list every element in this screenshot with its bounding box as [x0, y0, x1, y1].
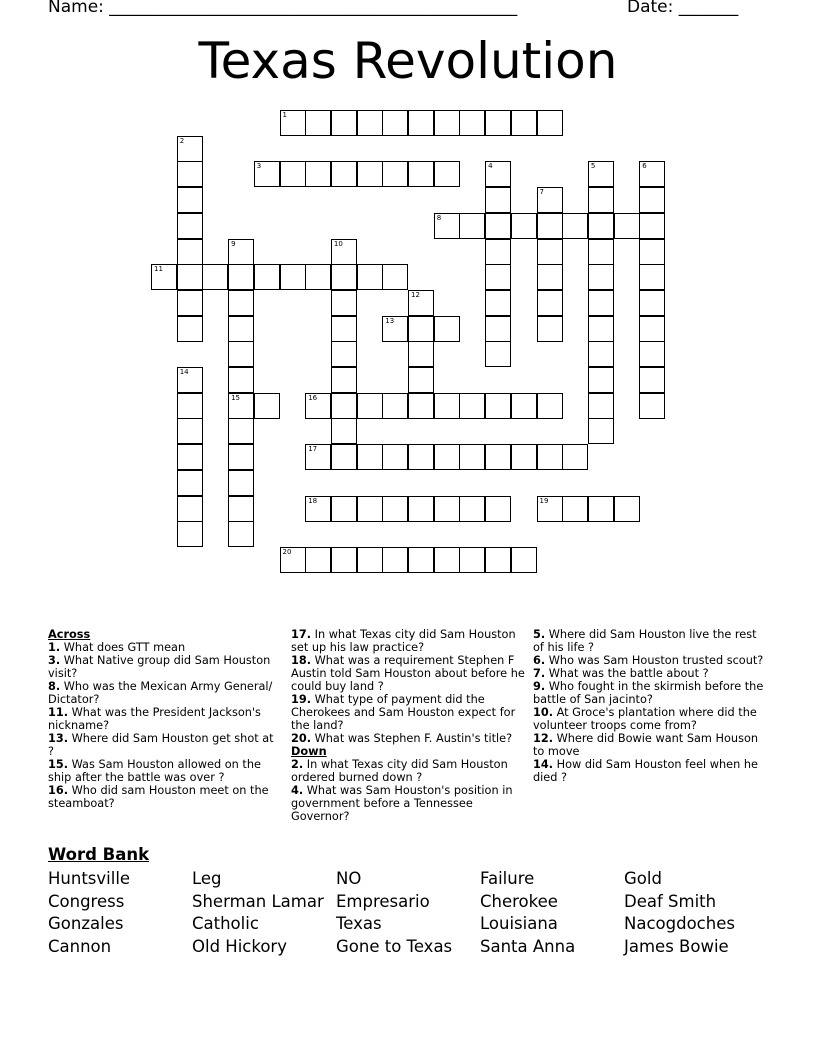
crossword-cell[interactable] [639, 161, 665, 187]
crossword-cell[interactable] [331, 547, 357, 573]
across-clue [48, 784, 280, 810]
crossword-cell[interactable] [588, 213, 614, 239]
across-clue [48, 706, 280, 732]
crossword-cell[interactable] [382, 110, 408, 136]
crossword-cell[interactable] [305, 110, 331, 136]
down-clue [533, 706, 765, 732]
clue-text: Who was the Mexican Army General/ Dictator? [48, 680, 273, 706]
crossword-cell[interactable] [639, 393, 665, 419]
crossword-cell[interactable] [228, 418, 254, 444]
date-field-line: Date: _______ [627, 0, 739, 17]
clue-number: 10 [333, 239, 343, 248]
crossword-cell[interactable] [228, 367, 254, 393]
crossword-cell[interactable] [639, 316, 665, 342]
clue-number: 13 [385, 316, 395, 325]
crossword-cell[interactable] [228, 239, 254, 265]
clue-text: What was Sam Houston's position in government before a Tennessee Governor? [291, 784, 513, 823]
crossword-cell[interactable] [434, 547, 460, 573]
crossword-cell[interactable] [588, 393, 614, 419]
clue-number: 9. [533, 680, 546, 693]
crossword-cell[interactable] [537, 290, 563, 316]
crossword-cell[interactable] [434, 393, 460, 419]
name-field-line: Name: ________________________________________________ [48, 0, 518, 17]
clue-number: 16 [308, 393, 318, 402]
clue-number: 3. [48, 654, 61, 667]
crossword-cell[interactable] [177, 264, 203, 290]
crossword-cell[interactable] [331, 341, 357, 367]
crossword-cell[interactable] [639, 239, 665, 265]
across-clue [291, 628, 527, 654]
word-bank-item: Cannon [48, 936, 112, 956]
crossword-cell[interactable] [588, 316, 614, 342]
clue-number: 15 [231, 393, 241, 402]
crossword-cell[interactable] [177, 136, 203, 162]
clue-number: 2. [291, 758, 304, 771]
crossword-cell[interactable] [331, 367, 357, 393]
crossword-cell[interactable] [305, 496, 331, 522]
crossword-cell[interactable] [408, 547, 434, 573]
clue-number: 6 [642, 162, 647, 171]
word-bank-item: Failure [480, 869, 535, 888]
crossword-cell[interactable] [305, 547, 331, 573]
clue-number: 17. [291, 628, 312, 641]
crossword-cell[interactable] [434, 316, 460, 342]
crossword-cell[interactable] [177, 187, 203, 213]
puzzle-title: Texas Revolution [198, 32, 618, 90]
crossword-cell[interactable] [305, 161, 331, 187]
clue-text: What was a requirement Stephen F Austin told Sam Houston about before he could buy land ? [291, 654, 525, 693]
crossword-cell[interactable] [537, 316, 563, 342]
down-clue-list-continued [533, 628, 765, 784]
crossword-cell[interactable] [459, 110, 485, 136]
crossword-cell[interactable] [459, 444, 485, 470]
clue-number: 15. [48, 758, 69, 771]
clue-text: Who did sam Houston meet on the steamboat? [48, 784, 269, 810]
crossword-cell[interactable] [228, 290, 254, 316]
word-bank-item: NO [336, 869, 362, 888]
crossword-cell[interactable] [177, 290, 203, 316]
word-bank-item: Santa Anna [480, 936, 576, 956]
crossword-cell[interactable] [408, 316, 434, 342]
crossword-cell[interactable] [459, 393, 485, 419]
crossword-cell[interactable] [639, 290, 665, 316]
crossword-cell[interactable] [639, 367, 665, 393]
word-bank-item: Deaf Smith [624, 891, 717, 911]
crossword-cell[interactable] [280, 110, 306, 136]
clue-number: 19 [539, 496, 549, 505]
crossword-cell[interactable] [588, 239, 614, 265]
crossword-cell[interactable] [357, 393, 383, 419]
crossword-cell[interactable] [537, 393, 563, 419]
word-bank-item: James Bowie [624, 936, 729, 956]
crossword-cell[interactable] [511, 547, 537, 573]
clue-number: 4 [488, 162, 493, 171]
clue-number: 3 [256, 162, 262, 171]
down-heading: Down [291, 745, 327, 758]
clue-text: Who was Sam Houston trusted scout? [545, 654, 764, 667]
crossword-cell[interactable] [434, 213, 460, 239]
crossword-cell[interactable] [562, 213, 588, 239]
crossword-cell[interactable] [228, 521, 254, 547]
crossword-cell[interactable] [382, 393, 408, 419]
crossword-cell[interactable] [228, 341, 254, 367]
word-bank-item: Gold [624, 869, 662, 888]
across-clue [48, 680, 280, 706]
crossword-cell[interactable] [562, 496, 588, 522]
word-bank [48, 868, 768, 958]
clues-column-3 [533, 628, 765, 784]
crossword-cell[interactable] [485, 110, 511, 136]
clue-number: 8 [436, 213, 442, 222]
clue-number: 7 [539, 188, 544, 197]
crossword-cell[interactable] [511, 444, 537, 470]
crossword-cell[interactable] [382, 264, 408, 290]
crossword-cell[interactable] [177, 316, 203, 342]
crossword-cell[interactable] [331, 110, 357, 136]
clue-number: 18. [291, 654, 312, 667]
clue-text: How did Sam Houston feel when he died ? [533, 758, 758, 784]
crossword-cell[interactable] [485, 341, 511, 367]
clue-number: 12 [411, 290, 420, 299]
crossword-cell[interactable] [382, 161, 408, 187]
crossword-cell[interactable] [177, 239, 203, 265]
crossword-cell[interactable] [408, 341, 434, 367]
crossword-cell[interactable] [177, 418, 203, 444]
crossword-cell[interactable] [331, 264, 357, 290]
clue-text: What was the President Jackson's nickname? [48, 706, 261, 732]
crossword-cell[interactable] [357, 444, 383, 470]
word-bank-item: Nacogdoches [624, 914, 735, 934]
crossword-cell[interactable] [537, 110, 563, 136]
down-clue [533, 758, 765, 784]
clue-number: 14. [533, 758, 554, 771]
down-clue [533, 628, 765, 654]
crossword-cell[interactable] [177, 470, 203, 496]
across-heading: Across [48, 628, 91, 641]
crossword-cell[interactable] [331, 290, 357, 316]
crossword-cell[interactable] [588, 264, 614, 290]
crossword-cell[interactable] [408, 161, 434, 187]
crossword-cell[interactable] [280, 264, 306, 290]
clue-text: What Native group did Sam Houston visit? [48, 654, 271, 680]
crossword-cell[interactable] [639, 187, 665, 213]
crossword-cell[interactable] [331, 239, 357, 265]
clue-number: 17 [308, 445, 318, 454]
crossword-cell[interactable] [537, 187, 563, 213]
clue-number: 20. [291, 732, 312, 745]
clue-text: In what Texas city did Sam Houston ordered burned down ? [291, 758, 508, 784]
crossword-cell[interactable] [177, 367, 203, 393]
crossword-cell[interactable] [228, 470, 254, 496]
across-clue [48, 641, 280, 654]
crossword-cell[interactable] [537, 496, 563, 522]
down-clue [533, 732, 765, 758]
crossword-cell[interactable] [202, 264, 228, 290]
word-bank-heading: Word Bank [48, 845, 150, 864]
crossword-cell[interactable] [485, 393, 511, 419]
crossword-cell[interactable] [485, 187, 511, 213]
crossword-cell[interactable] [537, 213, 563, 239]
crossword-cell[interactable] [511, 213, 537, 239]
down-clue [533, 667, 765, 680]
crossword-cell[interactable] [511, 393, 537, 419]
clue-text: In what Texas city did Sam Houston set up his law practice? [291, 628, 516, 654]
crossword-cell[interactable] [485, 496, 511, 522]
crossword-cell[interactable] [485, 213, 511, 239]
crossword-cell[interactable] [485, 264, 511, 290]
clue-number: 9 [231, 239, 236, 248]
crossword-cell[interactable] [588, 161, 614, 187]
across-clue-list [48, 641, 280, 810]
crossword-cell[interactable] [305, 444, 331, 470]
crossword-cell[interactable] [177, 496, 203, 522]
clue-number: 20 [282, 547, 292, 556]
crossword-cell[interactable] [614, 496, 640, 522]
crossword-cell[interactable] [434, 444, 460, 470]
clue-number: 4. [291, 784, 304, 797]
crossword-cell[interactable] [254, 161, 280, 187]
clue-text: What was the battle about ? [545, 667, 709, 680]
across-clue [48, 732, 280, 758]
clue-number: 1. [48, 641, 61, 654]
clue-number: 1 [282, 111, 287, 119]
crossword-cell[interactable] [434, 496, 460, 522]
crossword-cell[interactable] [357, 547, 383, 573]
down-clue [291, 758, 527, 784]
crossword-cell[interactable] [588, 496, 614, 522]
clue-number: 19. [291, 693, 312, 706]
clue-number: 8. [48, 680, 61, 693]
crossword-cell[interactable] [485, 290, 511, 316]
crossword-cell[interactable] [485, 239, 511, 265]
word-bank-item: Gone to Texas [336, 936, 453, 956]
crossword-cell[interactable] [331, 161, 357, 187]
crossword-cell[interactable] [305, 393, 331, 419]
clue-text: What does GTT mean [60, 641, 186, 654]
clue-text: Where did Sam Houston live the rest of his life ? [533, 628, 757, 654]
crossword-cell[interactable] [177, 161, 203, 187]
crossword-cell[interactable] [331, 496, 357, 522]
crossword-cell[interactable] [177, 213, 203, 239]
crossword-cell[interactable] [331, 444, 357, 470]
crossword-cell[interactable] [408, 367, 434, 393]
crossword-cell[interactable] [254, 393, 280, 419]
crossword-cell[interactable] [537, 444, 563, 470]
crossword-cell[interactable] [331, 316, 357, 342]
clue-text: What was Stephen F. Austin's title? [311, 732, 513, 745]
crossword-cell[interactable] [228, 393, 254, 419]
across-clue [291, 693, 527, 732]
crossword-cell[interactable] [280, 161, 306, 187]
crossword-cell[interactable] [228, 316, 254, 342]
crossword-cell[interactable] [588, 367, 614, 393]
across-clue [48, 654, 280, 680]
crossword-cell[interactable] [357, 110, 383, 136]
across-clue [48, 758, 280, 784]
crossword-cell[interactable] [228, 496, 254, 522]
crossword-cell[interactable] [485, 547, 511, 573]
crossword-cell[interactable] [588, 341, 614, 367]
clue-number: 12. [533, 732, 554, 745]
clues-column-2 [291, 628, 527, 823]
crossword-cell[interactable] [434, 161, 460, 187]
word-bank-item: Gonzales [48, 914, 124, 934]
clue-text: What type of payment did the Cherokees and Sam Houston expect for the land? [291, 693, 516, 732]
crossword-cell[interactable] [382, 316, 408, 342]
clue-number: 7. [533, 667, 546, 680]
clue-text: At Groce's plantation where did the volunteer troops come from? [533, 706, 757, 732]
clue-number: 13. [48, 732, 69, 745]
crossword-cell[interactable] [459, 213, 485, 239]
clue-number: 6. [533, 654, 546, 667]
clues-column-1 [48, 628, 280, 810]
crossword-cell[interactable] [305, 264, 331, 290]
clue-number: 5. [533, 628, 546, 641]
crossword-cell[interactable] [639, 213, 665, 239]
across-clue-list-continued [291, 628, 527, 745]
crossword-cell[interactable] [537, 239, 563, 265]
crossword-cell[interactable] [485, 316, 511, 342]
crossword-cell[interactable] [408, 496, 434, 522]
clue-number: 2 [179, 136, 185, 145]
crossword-cell[interactable] [228, 264, 254, 290]
word-bank-item: Cherokee [480, 891, 558, 911]
word-bank-item: Sherman Lamar [192, 891, 324, 911]
crossword-cell[interactable] [408, 444, 434, 470]
crossword-cell[interactable] [588, 418, 614, 444]
down-clue [533, 654, 765, 667]
clue-number: 14 [179, 368, 189, 376]
across-clue [291, 732, 527, 745]
crossword-cell[interactable] [408, 110, 434, 136]
crossword-cell[interactable] [177, 521, 203, 547]
crossword-cell[interactable] [537, 264, 563, 290]
crossword-cell[interactable] [459, 496, 485, 522]
clue-number: 11. [48, 706, 69, 719]
crossword-cell[interactable] [485, 444, 511, 470]
crossword-cell[interactable] [639, 264, 665, 290]
crossword-cell[interactable] [151, 264, 177, 290]
crossword-cell[interactable] [485, 161, 511, 187]
crossword-cell[interactable] [562, 444, 588, 470]
crossword-cell[interactable] [382, 547, 408, 573]
crossword-cell[interactable] [382, 444, 408, 470]
crossword-cell[interactable] [228, 444, 254, 470]
crossword-cell[interactable] [408, 290, 434, 316]
crossword-cell[interactable] [357, 496, 383, 522]
crossword-cell[interactable] [280, 547, 306, 573]
clue-number: 5 [590, 162, 596, 171]
across-clue [291, 654, 527, 693]
clue-number: 16. [48, 784, 69, 797]
crossword-cell[interactable] [177, 393, 203, 419]
crossword-cell[interactable] [331, 418, 357, 444]
crossword-cell[interactable] [588, 187, 614, 213]
crossword-cell[interactable] [588, 290, 614, 316]
crossword-cell[interactable] [357, 161, 383, 187]
down-clue [533, 680, 765, 706]
crossword-cell[interactable] [382, 496, 408, 522]
word-bank-item: Congress [48, 891, 125, 911]
crossword-cell[interactable] [177, 444, 203, 470]
word-bank-item: Leg [192, 869, 222, 888]
clue-number: 10. [533, 706, 554, 719]
word-bank-item: Louisiana [480, 914, 558, 934]
crossword-cell[interactable] [614, 213, 640, 239]
crossword-cell[interactable] [331, 393, 357, 419]
word-bank-item: Old Hickory [192, 936, 287, 956]
word-bank-item: Texas [336, 914, 382, 934]
crossword-cell[interactable] [408, 393, 434, 419]
clue-text: Where did Bowie want Sam Houson to move [533, 732, 759, 758]
down-clue-list [291, 758, 527, 823]
clue-number: 11 [154, 265, 163, 274]
clue-text: Who fought in the skirmish before the battle of San jacinto? [533, 680, 764, 706]
crossword-cell[interactable] [511, 110, 537, 136]
clue-text: Was Sam Houston allowed on the ship after the battle was over ? [48, 758, 261, 784]
word-bank-item: Huntsville [48, 869, 131, 888]
clue-number: 18 [308, 496, 318, 505]
word-bank-item: Catholic [192, 914, 259, 934]
crossword-cell[interactable] [254, 264, 280, 290]
crossword-cell[interactable] [357, 264, 383, 290]
crossword-cell[interactable] [434, 110, 460, 136]
clue-text: Where did Sam Houston get shot at ? [48, 732, 274, 758]
down-clue [291, 784, 527, 823]
crossword-cell[interactable] [639, 341, 665, 367]
word-bank-item: Empresario [336, 891, 430, 911]
crossword-cell[interactable] [459, 547, 485, 573]
